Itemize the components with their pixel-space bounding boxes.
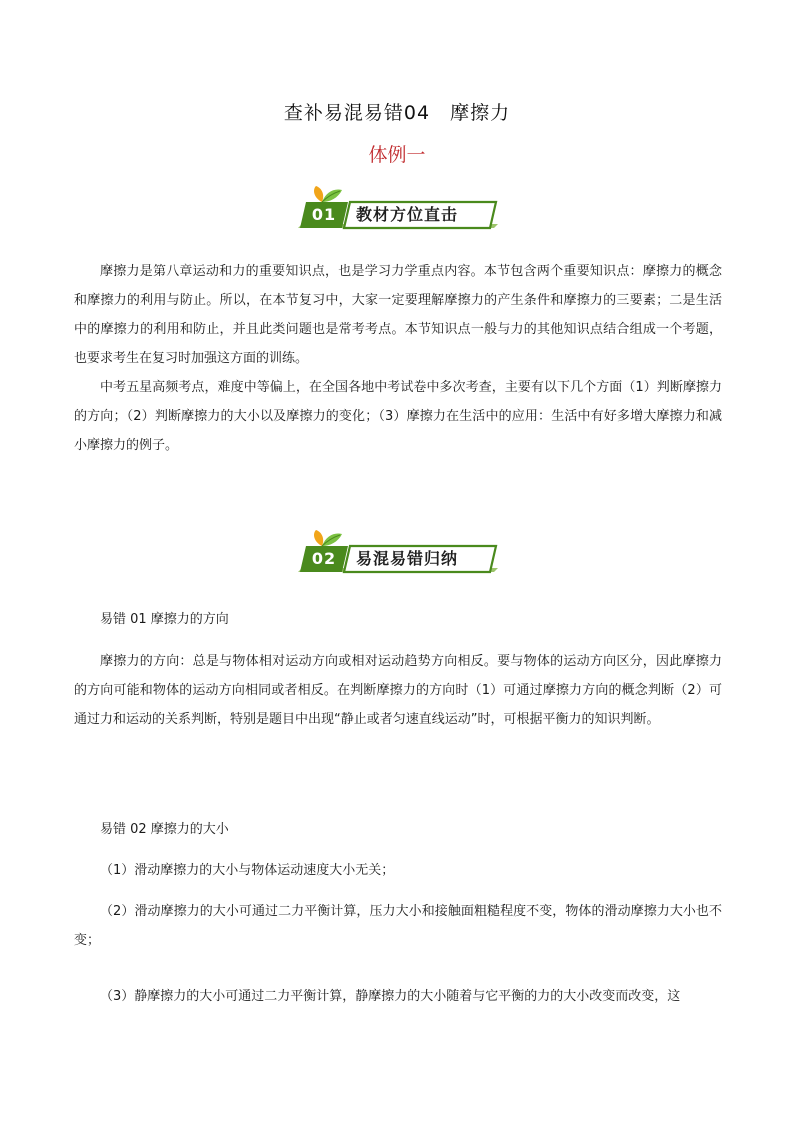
section-number: 02 bbox=[311, 549, 337, 568]
leaf-icon bbox=[314, 186, 342, 202]
error-01-title: 易错 01 摩擦力的方向 bbox=[100, 612, 229, 627]
section-banner-01 bbox=[292, 184, 502, 232]
intro-paragraph-2: 中考五星高频考点，难度中等偏上，在全国各地中考试卷中多次考查，主要有以下几个方面（1）判断摩擦力的方向；（2）判断摩擦力的大小以及摩擦力的变化；（3）摩擦力在生活中的应用：生活中有好多增大摩擦力和减小摩擦力的例子。 bbox=[74, 380, 722, 453]
leaf-icon bbox=[314, 530, 342, 546]
page-subtitle: 体例一 bbox=[368, 144, 426, 166]
error-02-title: 易错 02 摩擦力的大小 bbox=[100, 822, 229, 837]
section-heading: 易混易错归纳 bbox=[356, 549, 459, 568]
section-heading: 教材方位直击 bbox=[356, 205, 459, 224]
intro-paragraph-1: 摩擦力是第八章运动和力的重要知识点，也是学习力学重点内容。本节包含两个重要知识点：摩擦力的概念和摩擦力的利用与防止。所以，在本节复习中，大家一定要理解摩擦力的产生条件和摩擦力的三要素；二是生活中的摩擦力的利用和防止，并且此类问题也是常考考点。本节知识点一般与力的其他知识点结合组成一个考题，也要求考生在复习时加强这方面的训练。 bbox=[74, 264, 722, 366]
page-title: 查补易混易错04 摩擦力 bbox=[283, 102, 511, 124]
section-number: 01 bbox=[311, 205, 337, 224]
error-01-body: 摩擦力的方向：总是与物体相对运动方向或相对运动趋势方向相反。要与物体的运动方向区分，因此摩擦力的方向可能和物体的运动方向相同或者相反。在判断摩擦力的方向时（1）可通过摩擦力方向的概念判断（2）可通过力和运动的关系判断，特别是题目中出现“静止或者匀速直线运动”时，可根据平衡力的知识判断。 bbox=[74, 654, 722, 727]
error-02-item-1: （1）滑动摩擦力的大小与物体运动速度大小无关； bbox=[100, 863, 395, 878]
error-02-item-2: （2）滑动摩擦力的大小可通过二力平衡计算，压力大小和接触面粗糙程度不变，物体的滑动摩擦力大小也不变； bbox=[74, 904, 722, 948]
section-banner-02 bbox=[292, 528, 502, 576]
error-02-item-3: （3）静摩擦力的大小可通过二力平衡计算，静摩擦力的大小随着与它平衡的力的大小改变而改变，这 bbox=[100, 989, 681, 1004]
